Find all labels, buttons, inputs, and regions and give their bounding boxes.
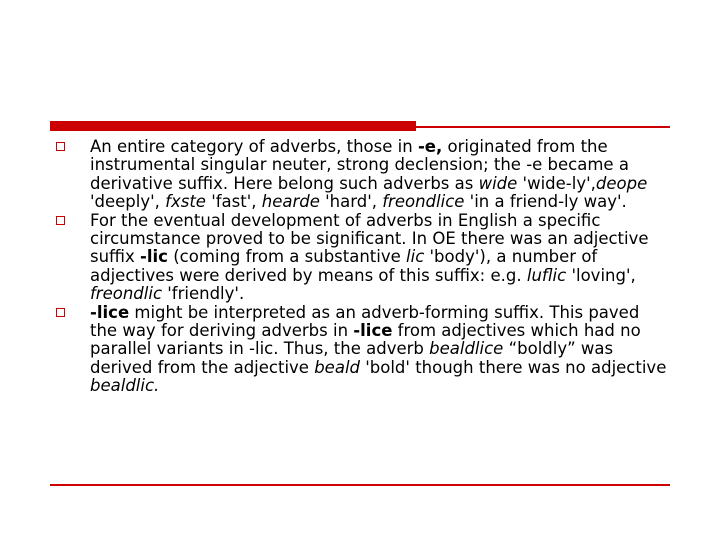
text-run: 'fast',	[205, 192, 262, 212]
italic-term: beald	[314, 357, 360, 377]
text-run: 'in a friend-ly way'.	[464, 192, 627, 212]
italic-term: bealdlice	[429, 339, 504, 359]
text-run: originated from the instrumental singular neuter, strong declension; the -e became a derivative suffix. Here belong such adverbs as	[90, 137, 629, 193]
text-run: 'hard',	[319, 192, 383, 212]
text-run: might be interpreted as an adverb-forming suffix. This paved the way for deriving adverbs in	[90, 302, 640, 341]
text-run: 'friendly'.	[162, 284, 245, 304]
bullet-text	[90, 212, 668, 304]
text-run: 'body'), a number of adjectives were derived by means of this suffix: e.g.	[90, 247, 598, 285]
bullet-item-3	[56, 304, 668, 396]
text-run: 'deeply',	[90, 192, 166, 212]
italic-term: wide	[478, 173, 518, 193]
italic-term: freondlice	[382, 192, 465, 212]
bottom-divider-line	[50, 484, 670, 486]
text-run: An entire category of adverbs, those in	[90, 137, 418, 156]
italic-term: deope	[595, 173, 648, 193]
text-run: 'loving',	[566, 265, 636, 285]
bold-term: -lice	[353, 321, 393, 341]
text-run: For the eventual development of adverbs in English a specific circumstance proved to be significant. In OE there was an adjective suffix	[90, 210, 649, 267]
bold-term: -lice	[90, 302, 130, 322]
bullet-text	[90, 138, 668, 212]
bullet-text	[90, 304, 668, 396]
italic-term: hearde	[261, 192, 320, 212]
hollow-square-bullet-icon	[56, 216, 65, 225]
italic-term: lic	[406, 247, 425, 267]
italic-term: freondlic	[90, 284, 163, 304]
text-run: 'wide-ly',	[517, 173, 596, 193]
hollow-square-bullet-icon	[56, 308, 65, 317]
italic-term: bealdlic.	[90, 376, 160, 396]
title-accent-bar	[50, 121, 416, 131]
text-run: 'bold' though there was no adjective	[360, 357, 667, 377]
bullet-list	[56, 138, 668, 396]
italic-term: luflic	[526, 265, 567, 285]
hollow-square-bullet-icon	[56, 142, 65, 151]
text-run: (coming from a substantive	[167, 247, 407, 267]
text-run: from adjectives which had no parallel variants in -lic. Thus, the adverb	[90, 321, 641, 359]
bold-term: -e,	[417, 137, 443, 156]
bullet-item-1	[56, 138, 668, 212]
bold-term: -lic	[140, 247, 168, 267]
bullet-item-2	[56, 212, 668, 304]
text-run: “boldly” was derived from the adjective	[90, 339, 614, 377]
italic-term: fxste	[165, 192, 206, 212]
